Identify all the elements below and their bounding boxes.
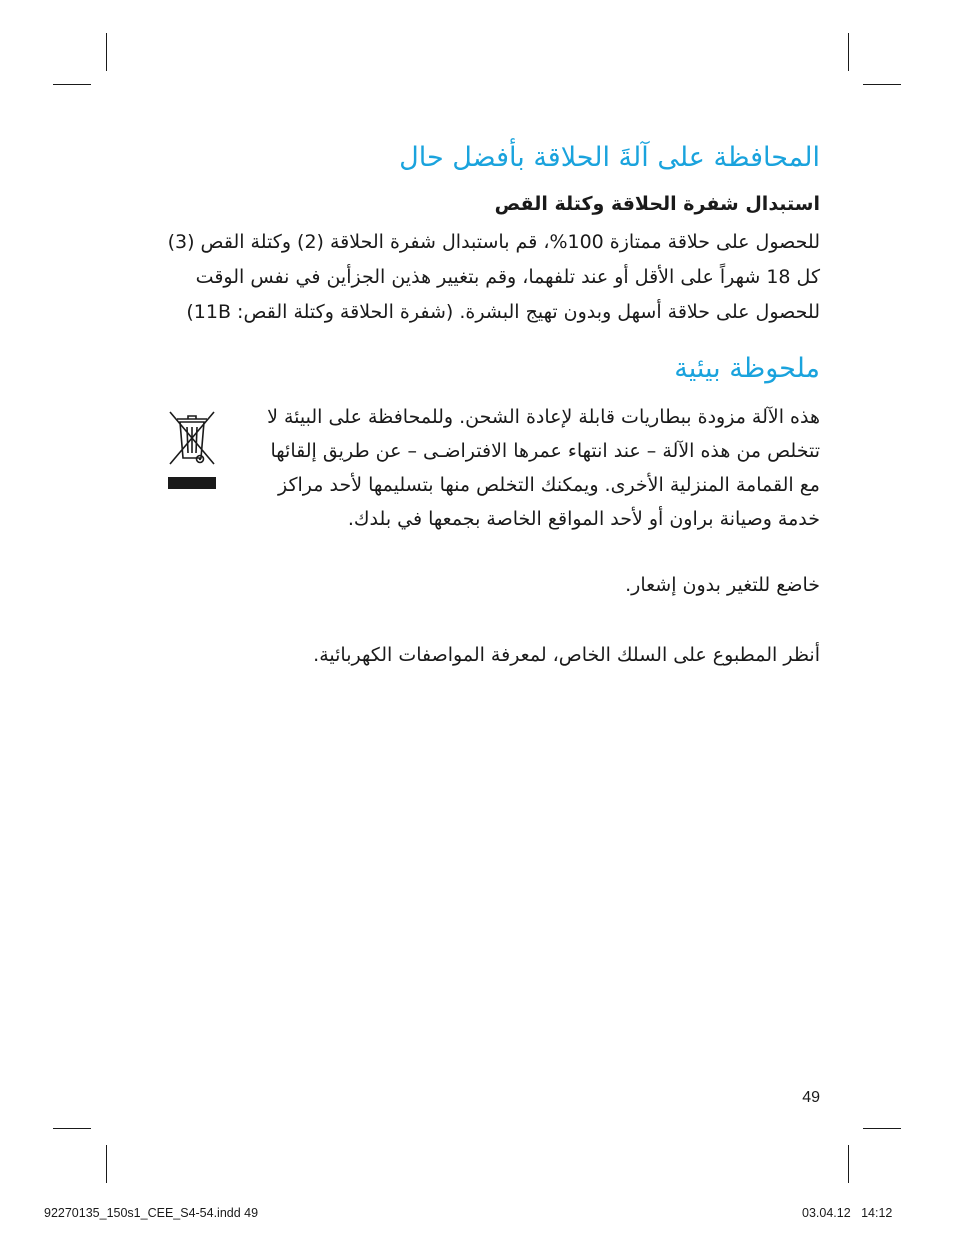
notice-block (138, 568, 820, 602)
paragraph-line: للحصول على حلاقة أسهل وبدون تهيج البشرة. (شفرة الحلاقة وكتلة القص: 11B) (186, 301, 820, 323)
crop-mark-bottom-right-vertical (848, 1145, 849, 1183)
crop-mark-top-right-vertical (848, 33, 849, 71)
crop-mark-bottom-right-horizontal (863, 1128, 901, 1129)
crop-mark-bottom-left-vertical (106, 1145, 107, 1183)
replacement-subheading-block (138, 193, 820, 215)
paragraph-line: خدمة وصيانة براون أو لأحد المواقع الخاصة بجمعها في بلدك. (347, 508, 820, 530)
footer-file-name: 92270135_150s1_CEE_S4-54.indd 49 (44, 1206, 259, 1220)
maintenance-section (138, 142, 820, 173)
notice-change-without-notice: خاضع للتغير بدون إشعار. (625, 574, 820, 596)
crossed-out-wheelie-bin-icon (164, 408, 220, 468)
environment-heading-block (138, 353, 820, 384)
paragraph-line: تتخلص من هذه الآلة – عند انتهاء عمرها الافتراضـى – عن طريق إلقائها (270, 440, 820, 462)
page-number: 49 (802, 1089, 820, 1106)
footer-date-time: 03.04.12 14:12 (802, 1206, 893, 1220)
paragraph-line: مع القمامة المنزلية الأخرى. ويمكنك التخلص منها بتسليمها لأحد مراكز (277, 474, 820, 496)
paragraph-line: للحصول على حلاقة ممتازة 100%، قم باستبدال شفرة الحلاقة (2) وكتلة القص (3) (167, 231, 820, 253)
notice-electrical-specs: أنظر المطبوع على السلك الخاص، لمعرفة المواصفات الكهربائية. (313, 644, 820, 666)
maintenance-heading: المحافظة على آلةَ الحلاقة بأفضل حال (399, 142, 820, 173)
crop-mark-top-left-vertical (106, 33, 107, 71)
electrical-spec-block (138, 638, 820, 672)
paragraph-line: هذه الآلة مزودة ببطاريات قابلة لإعادة الشحن. وللمحافظة على البيئة لا (267, 406, 820, 428)
environment-paragraph (225, 400, 820, 536)
separate-collection-bar (168, 477, 216, 489)
crop-mark-top-right-horizontal (863, 84, 901, 85)
environment-heading: ملحوظة بيئية (674, 353, 820, 384)
crop-mark-top-left-horizontal (53, 84, 91, 85)
crop-mark-bottom-left-horizontal (53, 1128, 91, 1129)
replacement-subheading: استبدال شفرة الحلاقة وكتلة القص (494, 193, 820, 215)
replacement-paragraph (138, 225, 820, 330)
paragraph-line: كل 18 شهراً على الأقل أو عند تلفهما، وقم بتغيير هذين الجزأين في نفس الوقت (195, 266, 820, 288)
